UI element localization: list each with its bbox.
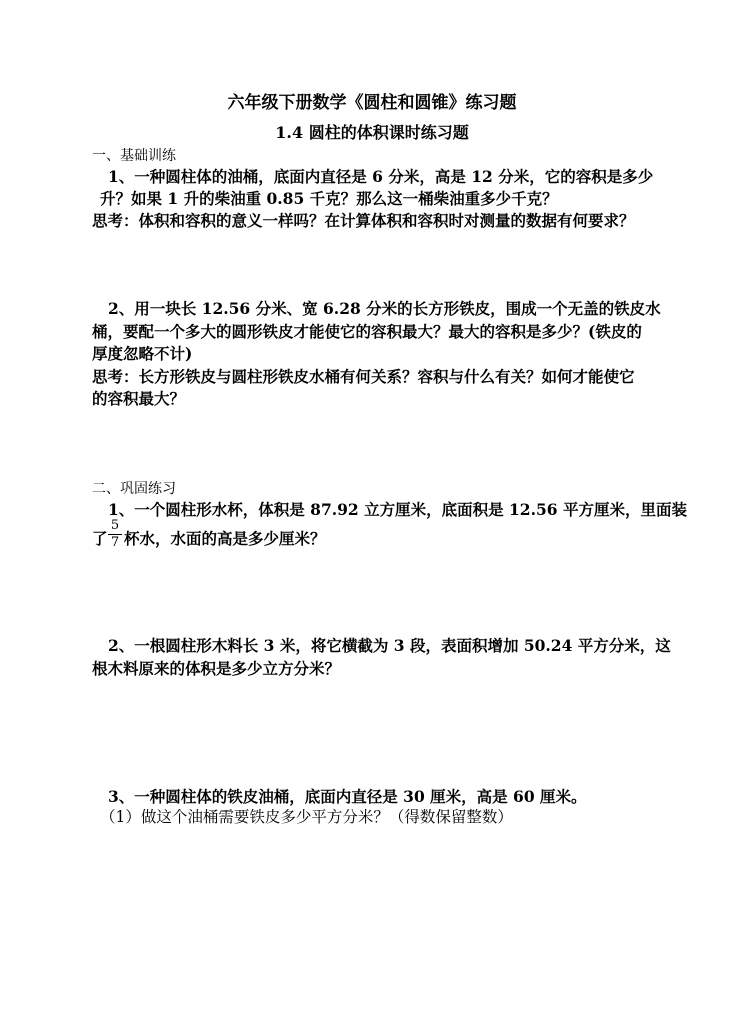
s2-q2-line1: 2、一根圆柱形木料长 3 米，将它横截为 3 段，表面积增加 50.24 平方分米，这	[108, 636, 671, 655]
s1-q1-think: 思考：体积和容积的意义一样吗？在计算体积和容积时对测量的数据有何要求？	[92, 211, 635, 230]
s1-q1-line1: 1、一种圆柱体的油桶，底面内直径是 6 分米，高是 12 分米，它的容积是多少	[108, 167, 654, 186]
section2-heading: 二、巩固练习	[92, 481, 176, 497]
section1-heading: 一、基础训练	[92, 148, 176, 164]
s1-q2-line3: 厚度忽略不计)	[92, 344, 193, 363]
s2-q2-line2: 根木料原来的体积是多少立方分米？	[92, 659, 341, 678]
s1-q2-think1: 思考：长方形铁皮与圆柱形铁皮水桶有何关系？容积与什么有关？如何才能使它	[92, 367, 635, 386]
document-subtitle: 1.4 圆柱的体积课时练习题	[275, 123, 469, 142]
s1-q2-line1: 2、用一块长 12.56 分米、宽 6.28 分米的长方形铁皮，围成一个无盖的铁皮水	[108, 299, 661, 318]
fraction-denominator: 7	[110, 535, 120, 550]
s2-q1-line1: 1、一个圆柱形水杯，体积是 87.92 立方厘米，底面积是 12.56 平方厘米，里面装	[108, 500, 687, 519]
fraction-five-sevenths	[108, 519, 122, 550]
s2-q3-line1: 3、一种圆柱体的铁皮油桶，底面内直径是 30 厘米，高是 60 厘米。	[108, 787, 587, 806]
s2-q1-line2-prefix: 了	[92, 529, 108, 548]
s1-q2-think2: 的容积最大？	[92, 389, 186, 408]
fraction-numerator: 5	[110, 518, 120, 533]
s2-q1-line2-suffix: 杯水，水面的高是多少厘米？	[124, 529, 326, 548]
s1-q2-line2: 桶，要配一个多大的圆形铁皮才能使它的容积最大？最大的容积是多少？(铁皮的	[92, 322, 642, 341]
s1-q1-line2: 升？如果 1 升的柴油重 0.85 千克？那么这一桶柴油重多少千克？	[100, 189, 558, 208]
document-title: 六年级下册数学《圆柱和圆锥》练习题	[227, 93, 517, 113]
s2-q3-sub1: （1）做这个油桶需要铁皮多少平方分米？（得数保留整数）	[100, 808, 513, 826]
